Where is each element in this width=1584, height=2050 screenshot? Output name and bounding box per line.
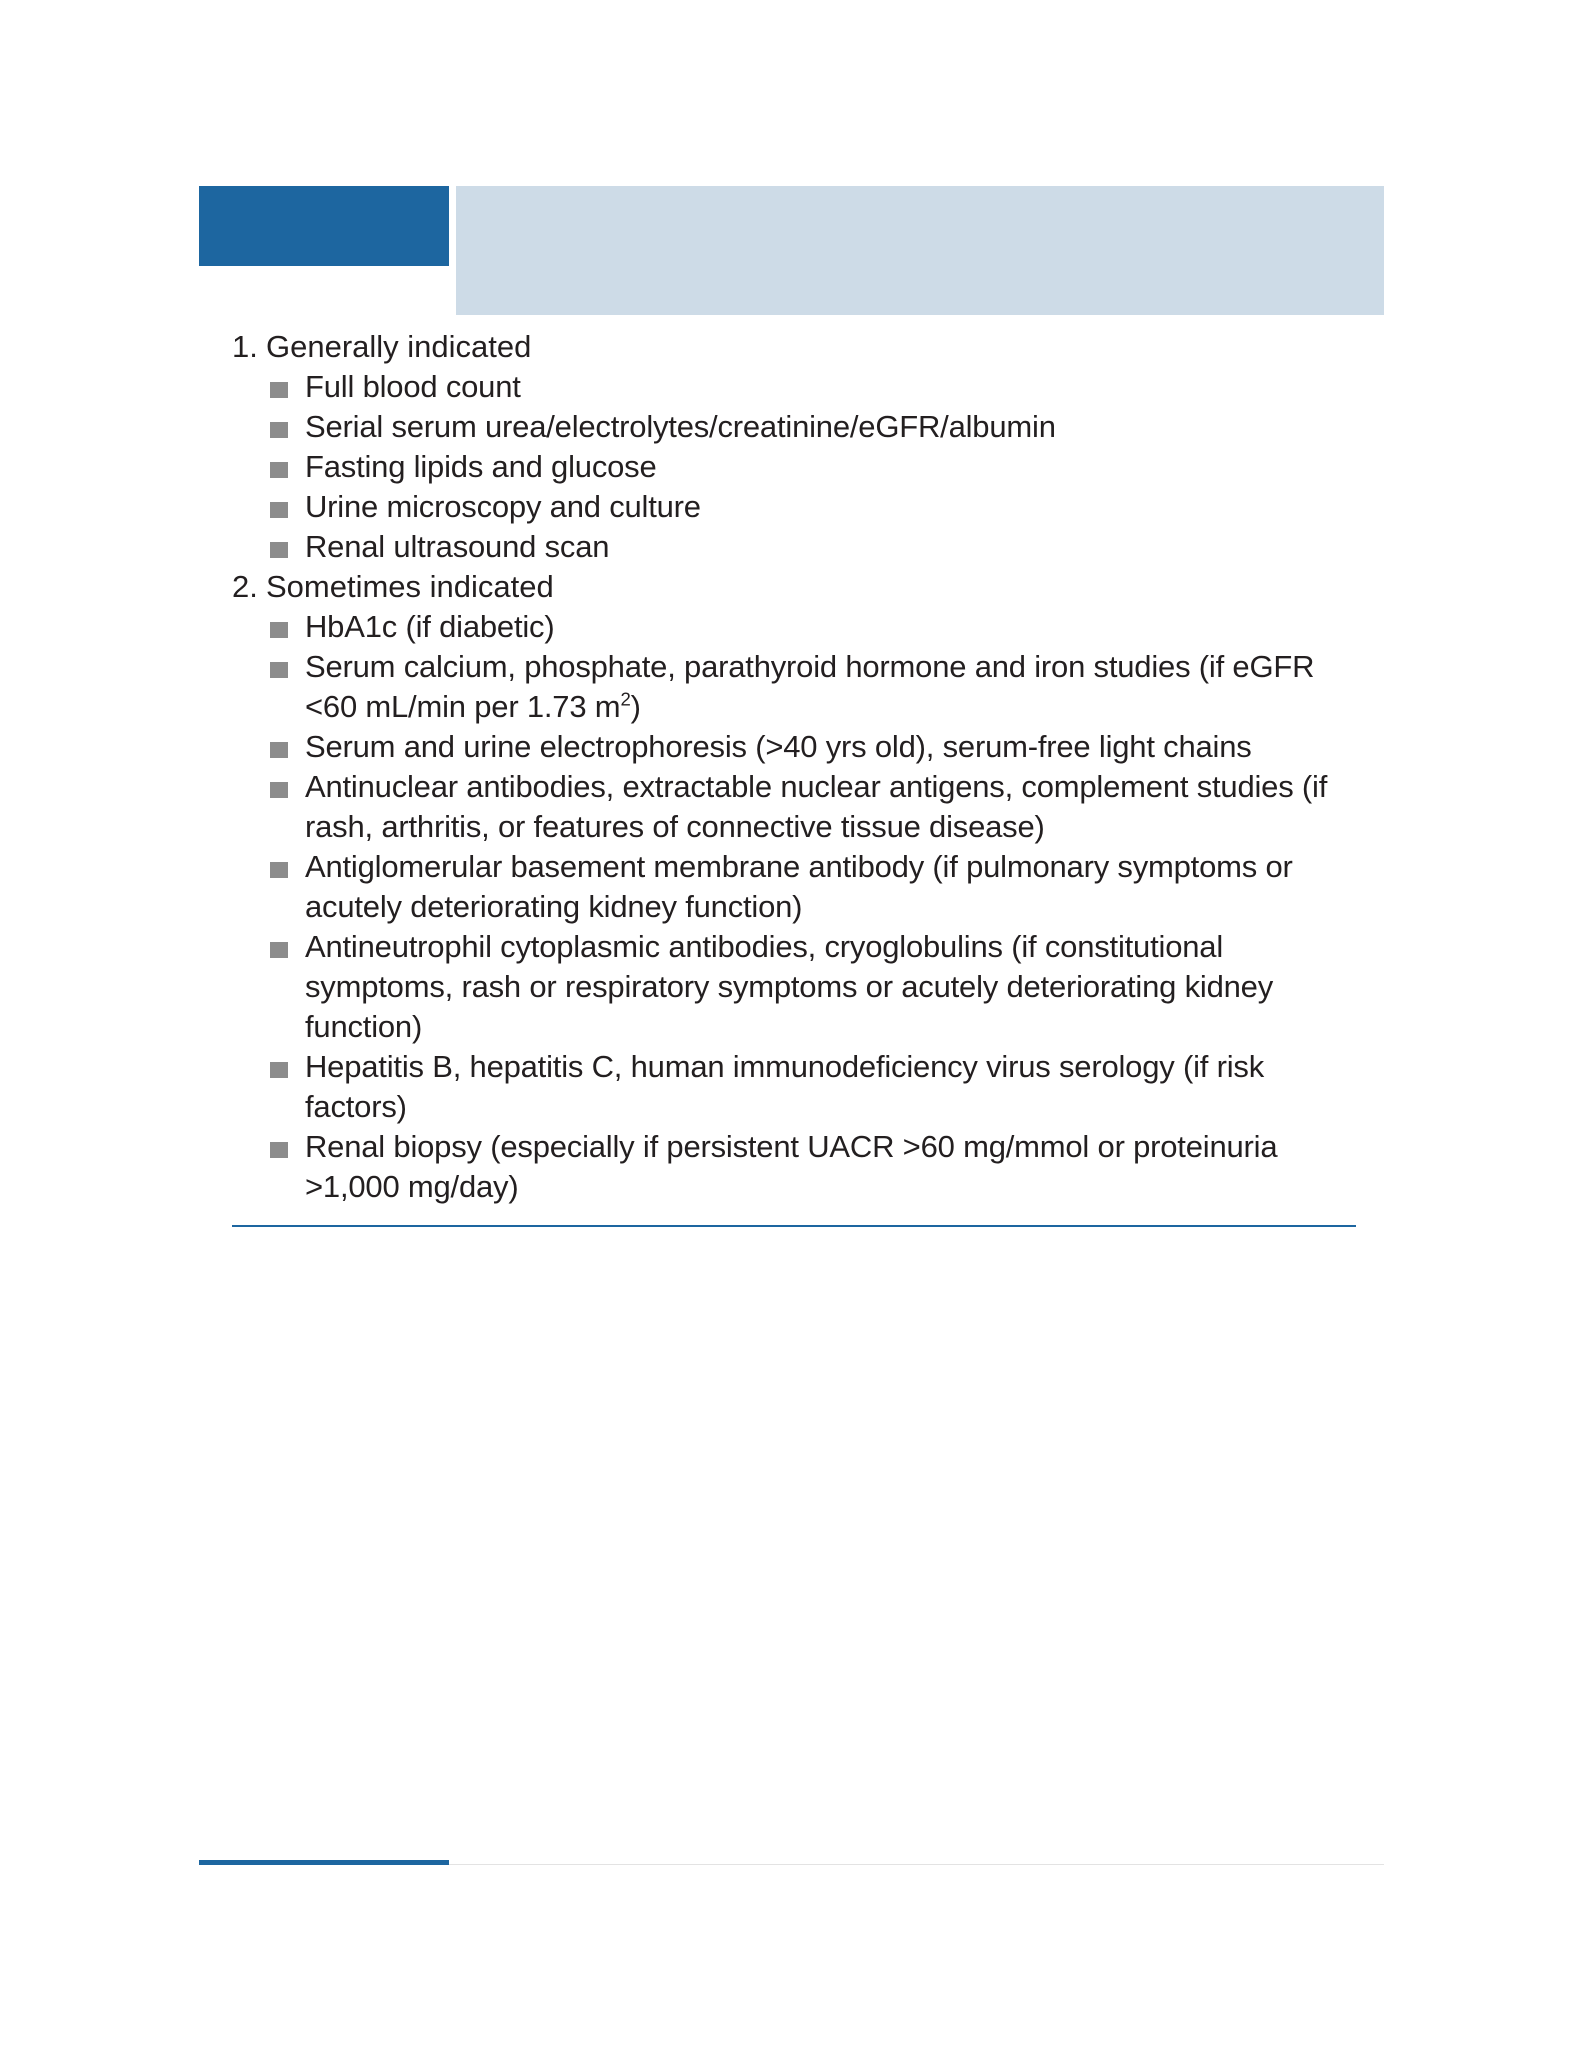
list-item — [270, 727, 1362, 767]
square-bullet-icon — [270, 382, 288, 398]
list-item-text-main: Serum calcium, phosphate, parathyroid hormone and iron studies (if eGFR <60 mL/min per 1.73 m — [305, 649, 1315, 724]
header-title-band — [456, 186, 1384, 315]
square-bullet-icon — [270, 622, 288, 638]
list-item — [270, 607, 1362, 647]
list-item — [270, 487, 1362, 527]
list-item-text: Hepatitis B, hepatitis C, human immunodeficiency virus serology (if risk factors) — [305, 1049, 1265, 1124]
list-item-text: Urine microscopy and culture — [305, 489, 701, 524]
list-item-text: Antineutrophil cytoplasmic antibodies, cryoglobulins (if constitutional symptoms, rash or respiratory symptoms or acutely deteriorating kidney function) — [305, 929, 1274, 1044]
square-bullet-icon — [270, 542, 288, 558]
header-accent-tab — [199, 186, 449, 266]
list-item — [270, 407, 1362, 447]
section-sometimes-indicated — [232, 567, 1362, 1207]
list-item-text: HbA1c (if diabetic) — [305, 609, 555, 644]
investigations-list — [232, 327, 1362, 1207]
section-heading — [232, 567, 1362, 607]
section-generally-indicated — [232, 327, 1362, 567]
section-number: 2. — [232, 569, 258, 604]
section-title: Generally indicated — [266, 329, 532, 364]
square-bullet-icon — [270, 502, 288, 518]
square-bullet-icon — [270, 1062, 288, 1078]
list-item-text: Antiglomerular basement membrane antibody (if pulmonary symptoms or acutely deteriorating kidney function) — [305, 849, 1293, 924]
list-item — [270, 447, 1362, 487]
list-item — [270, 1047, 1362, 1127]
section-heading — [232, 327, 1362, 367]
list-item-text: Renal biopsy (especially if persistent UACR >60 mg/mmol or proteinuria >1,000 mg/day) — [305, 1129, 1278, 1204]
square-bullet-icon — [270, 662, 288, 678]
list-item-text: Serum and urine electrophoresis (>40 yrs old), serum-free light chains — [305, 729, 1252, 764]
section-number: 1. — [232, 329, 258, 364]
list-item — [270, 927, 1362, 1047]
square-bullet-icon — [270, 422, 288, 438]
list-item — [270, 647, 1362, 727]
item-list — [232, 607, 1362, 1207]
section-title: Sometimes indicated — [266, 569, 554, 604]
list-item — [270, 527, 1362, 567]
superscript: 2 — [620, 688, 631, 710]
list-item-text: Antinuclear antibodies, extractable nuclear antigens, complement studies (if rash, arthritis, or features of connective tissue disease) — [305, 769, 1328, 844]
list-item — [270, 847, 1362, 927]
item-list — [232, 367, 1362, 567]
list-item-text: Fasting lipids and glucose — [305, 449, 657, 484]
footer-rule — [449, 1864, 1384, 1865]
square-bullet-icon — [270, 782, 288, 798]
list-item — [270, 767, 1362, 847]
box-bottom-rule — [232, 1225, 1356, 1227]
list-item — [270, 1127, 1362, 1207]
square-bullet-icon — [270, 742, 288, 758]
footer-accent-bar — [199, 1860, 449, 1865]
list-item-text: Renal ultrasound scan — [305, 529, 610, 564]
square-bullet-icon — [270, 942, 288, 958]
list-item-text: Full blood count — [305, 369, 521, 404]
list-item — [270, 367, 1362, 407]
list-item-text — [305, 649, 1314, 724]
square-bullet-icon — [270, 1142, 288, 1158]
list-item-text: Serial serum urea/electrolytes/creatinine/eGFR/albumin — [305, 409, 1056, 444]
square-bullet-icon — [270, 462, 288, 478]
square-bullet-icon — [270, 862, 288, 878]
list-item-text-end: ) — [630, 689, 641, 724]
